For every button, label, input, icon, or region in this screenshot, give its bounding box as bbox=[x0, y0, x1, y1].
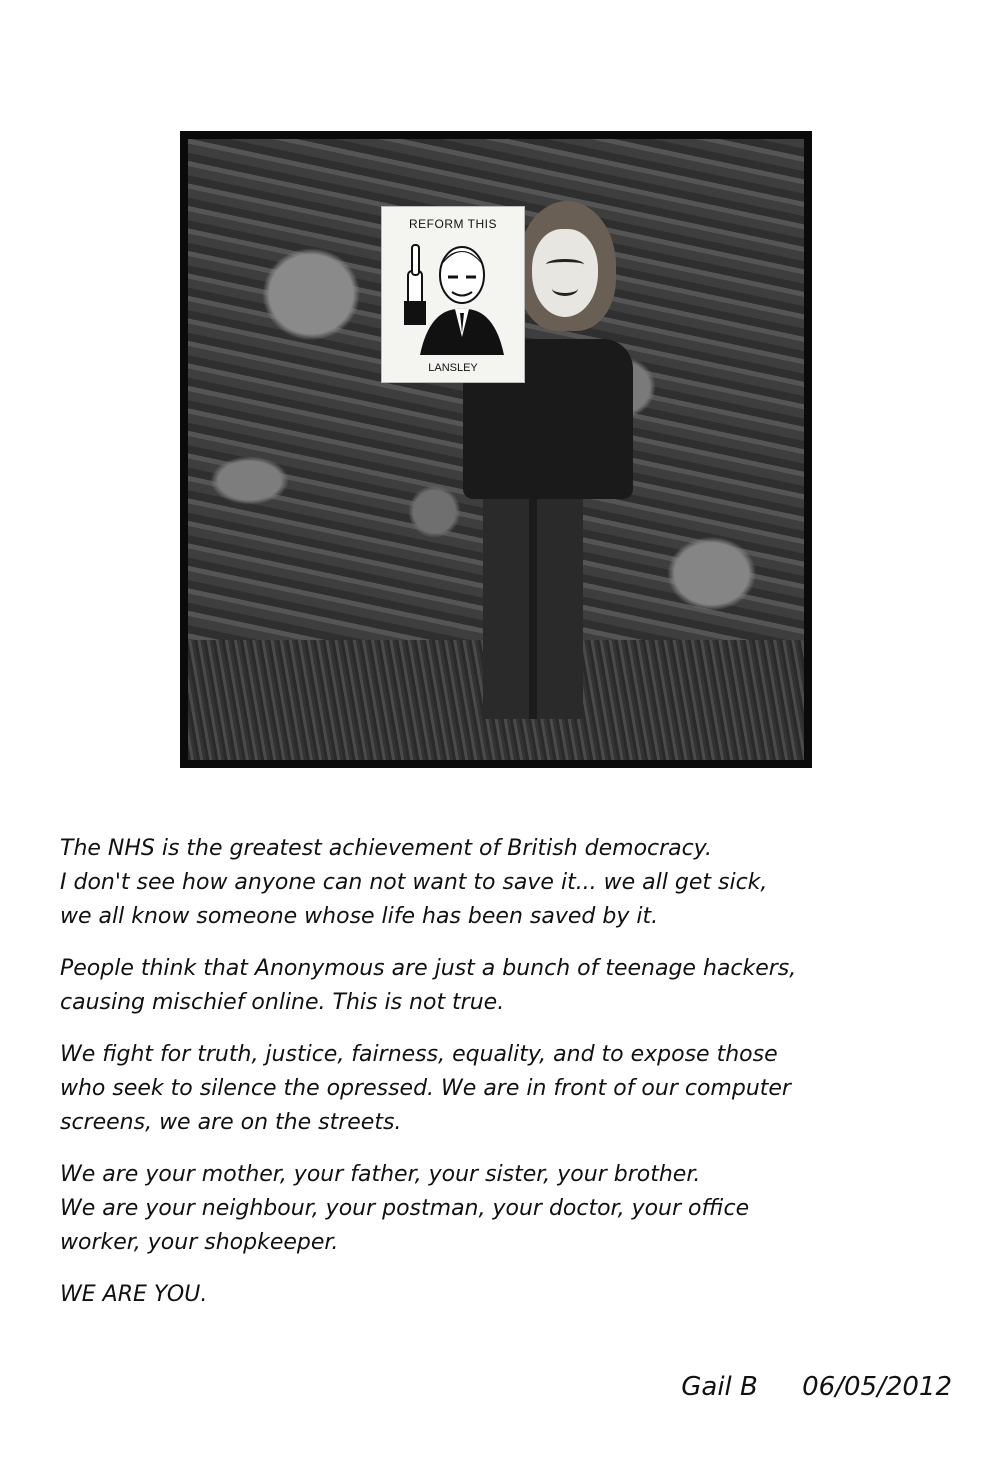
text-line: We are your mother, your father, your sister, your brother. bbox=[60, 1162, 701, 1187]
guy-fawkes-mask bbox=[532, 229, 598, 317]
protest-sign bbox=[382, 207, 524, 382]
person-legs bbox=[483, 494, 583, 719]
text-line: causing mischief online. This is not true. bbox=[60, 990, 505, 1015]
text-line: screens, we are on the streets. bbox=[60, 1110, 402, 1135]
text-line: We fight for truth, justice, fairness, equality, and to expose those bbox=[60, 1042, 778, 1067]
sign-top-text: REFORM THIS bbox=[409, 217, 497, 231]
signature-block bbox=[681, 1372, 952, 1402]
text-line: I don't see how anyone can not want to save it... we all get sick, bbox=[60, 870, 768, 895]
paragraph-4 bbox=[60, 1158, 960, 1260]
photo-frame bbox=[180, 131, 812, 768]
paragraph-3 bbox=[60, 1038, 960, 1140]
text-line: who seek to silence the opressed. We are in front of our computer bbox=[60, 1076, 791, 1101]
paragraph-5 bbox=[60, 1278, 960, 1312]
signature-name: Gail B bbox=[681, 1372, 758, 1402]
sign-bottom-text: LANSLEY bbox=[428, 362, 478, 374]
paragraph-2 bbox=[60, 952, 960, 1020]
handwritten-statement bbox=[60, 832, 960, 1330]
paragraph-1 bbox=[60, 832, 960, 934]
sign-illustration bbox=[400, 237, 506, 355]
portrait-photo bbox=[188, 139, 804, 760]
text-line: worker, your shopkeeper. bbox=[60, 1230, 339, 1255]
text-line: we all know someone whose life has been saved by it. bbox=[60, 904, 659, 929]
text-line: We are your neighbour, your postman, your doctor, your office bbox=[60, 1196, 750, 1221]
signature-date: 06/05/2012 bbox=[802, 1372, 952, 1402]
text-line: The NHS is the greatest achievement of British democracy. bbox=[60, 836, 713, 861]
text-line: People think that Anonymous are just a bunch of teenage hackers, bbox=[60, 956, 797, 981]
text-line: WE ARE YOU. bbox=[60, 1282, 208, 1307]
